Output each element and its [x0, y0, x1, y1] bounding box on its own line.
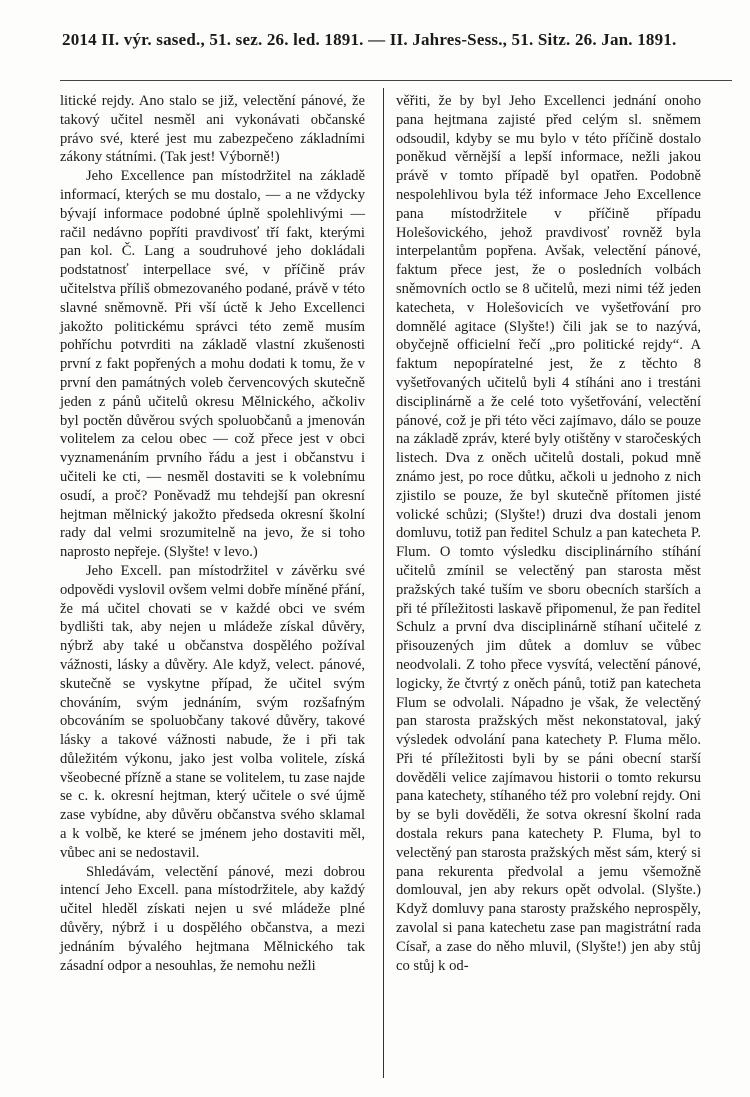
left-column	[60, 92, 365, 975]
paragraph: litické rejdy. Ano stalo se již, velectění pánové, že takový učitel nesměl ani vykonávati občanské právo své, které jest mu zabezpečeno základními zákony státními. (Tak jest! Výborně!)	[60, 93, 365, 166]
paragraph: Shledávám, velectění pánové, mezi dobrou intencí Jeho Excell. pana místodržitele, aby každý učitel hleděl získati nejen u své mládeže plné důvěry, nýbrž i u dospělého občanstva, a mezi jednáním bývalého hejtmana Mělnického tak zásadní odpor a nesouhlas, že nemohu nežli	[60, 863, 365, 974]
paragraph: věřiti, že by byl Jeho Excellenci jednání onoho pana hejtmana zajisté před celým sl. sněmem odsoudil, kdyby se mu bylo v této příčině dostalo poněkud věrnější a lepší informace, nežli jakou právě v tomto případě byl opatřen. Podobně nespolehlivou byla též informace Jeho Excellence pana místodržitele v příčině případu Holešovického, jehož pravdivosť rovněž byla interpelantům popřena. Avšak, velectění pánové, faktum přece jest, že o posledních volbách sněmovních octlo se 8 učitelů, mezi nimi též jeden katecheta, v Holešovicích ve vyšetřování pro domnělé agitace (Slyšte!) čili jak se to nazývá, obyčejně officielní řečí „pro politické rejdy“. A faktum nepopíratelné jest, že z těchto 8 vyšetřovaných učitelů byli 4 stíháni ano i trestáni disciplinárně a že celé toto vyšetřování, velectění pánové, což je při této věci zajímavo, dálo se pouze na základě zpráv, které byly otištěny v staročeských listech. Dva z oněch učitelů dostali, pokud mně známo jest, po roce důtku, ačkoli u jednoho z nich zjistilo se pouze, že byl skutečně přítomen jisté volické schůzi; (Slyšte!) druzi dva dostali jenom domluvu, totiž pan ředitel Schulz a pan katecheta P. Flum. O tomto výsledku disciplinárního stíhání učitelů zmínil se velectěný pan starosta měst pražských také tuším ve sboru obecních starších a při té příležitosti laskavě připomenul, že pan ředitel Schulz a první dva disciplinárně stíhaní učitelé z přisouzených jim důtek a domluv se vůbec neodvolali. Z toho přece vysvítá, velectění pánové, logicky, že čtvrtý z oněch pánů, totiž pan katecheta Flum se odvolali. Nápadno je však, že velectěný pan starosta pražských měst nekonstatoval, jaký výsledek odvolání pana katechety P. Fluma mělo. Při té příležitosti byli by se páni obecní starší dověděli velice zajímavou historii o tomto rekursu pana katechety, stíhaného též pro volební rejdy. Oni by se byli dověděli, že sotva okresní školní rada dostala rekurs pana katechety P. Fluma, byl to velectěný pan starosta pražských měst sám, který si pana rekurenta předvolal a jemu všemožně domlouval, jen aby rekurs opět odvolal. (Slyšte.) Když domluvy pana starosty pražského neprospěly, zavolal si pana katechetu zase pan magistrátní rada Císař, a zase do něho mluvil, (Slyšte!) jen aby stůj co stůj k od-	[396, 93, 701, 974]
paragraph: Jeho Excellence pan místodržitel na základě informací, kterých se mu dostalo, — a ne vždycky bývají informace podobné úplně spolehlivými — račil nedávno popříti pravdivosť tří fakt, kterými pan kol. Č. Lang a soudruhové jeho dokládali podstatnosť interpellace své, v příčině práv učitelstva příliš obmezovaného podané, právě v této slavné sněmovně. Při vší úctě k Jeho Excellenci jakožto politickému správci této země musím pohříchu potvrditi na základě vlastní zkušenosti první z fakt popřených a mohu dodati k tomu, že v první den památných voleb červencových skutečně jeden z pánů učitelů okresu Mělnického, ačkoliv byl poctěn důvěrou svých spoluobčanů a jmenován volitelem za celou obec — což přece jest v obci vyznamenáním prvního řádu a jest i občanstvu i učiteli ke cti, — nesměl dostaviti se k volebnímu osudí, a proč? Poněvadž mu tehdejší pan okresní hejtman mělnický jakožto předseda okresní školní rady dal velmi srozumitelně na jevo, že si toho naprosto nepřeje. (Slyšte! v levo.)	[60, 168, 365, 561]
column-divider	[383, 88, 384, 1078]
page-header: 2014 II. výr. sased., 51. sez. 26. led. 1891. — II. Jahres-Sess., 51. Sitz. 26. Jan. 1891.	[62, 30, 677, 49]
paragraph: Jeho Excell. pan místodržitel v závěrku své odpovědi vyslovil ovšem velmi dobře míněné přání, že má učitel chovati se v každé obci ve svém bydlišti tak, aby nejen u mládeže získal důvěry, nýbrž aby také u občanstva dospělého požíval vážnosti, lásky a důvěry. Ale když, velect. pánové, skutečně se vyskytne případ, že učitel svým chováním, svým jednáním, svým rozšafným obcováním se spoluobčany takové důvěry, takové lásky a takové vážnosti nabude, že i při tak důležitém výkonu, jako jest volba volitele, získá všeobecné přízně a stane se volitelem, tu zase najde se c. k. okresní hejtman, který učitele o své újmě zase vybídne, aby důvěru občanstva svého sklamal a k volbě, ke které se jménem jeho dostaviti měl, vůbec ani se nedostavil.	[60, 562, 365, 861]
right-column	[396, 92, 701, 975]
header-rule	[60, 80, 732, 81]
